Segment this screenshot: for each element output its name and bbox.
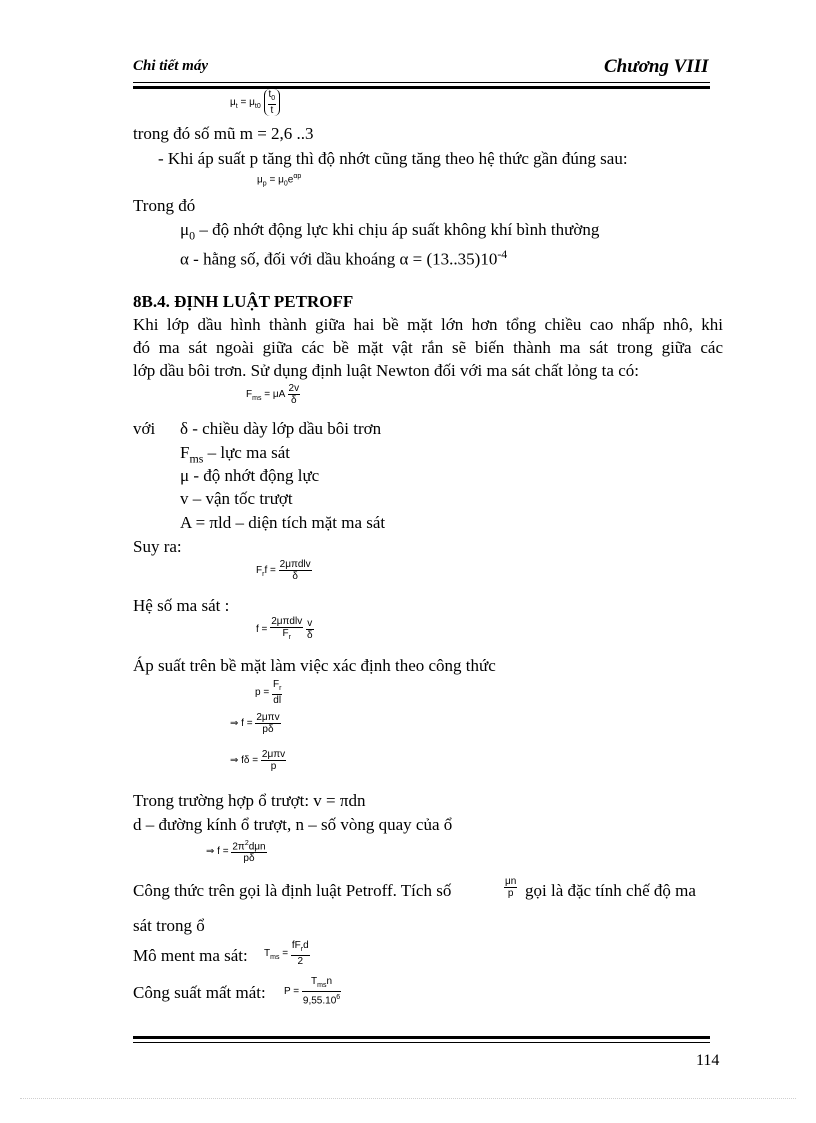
text-cong-thuc-b: gọi là đặc tính chế độ ma	[525, 881, 696, 900]
text-fms-definition: $F_{ms}$ – lực ma sát	[180, 443, 290, 466]
formula-f-delta: ⇒ fδ = $\frac{\text{2μπv}}{p}$	[230, 749, 286, 772]
text-sat-trong: sát trong ổ	[133, 916, 205, 935]
text-ap-suat: Áp suất trên bề mặt làm việc xác định theo công thức	[133, 656, 496, 675]
page-edge-dotted-line	[20, 1098, 796, 1099]
formula-friction-coefficient: f = $\frac{\text{2μπdlv}}{F_r}$ $\frac{v}{\delta}$	[256, 616, 313, 641]
formula-friction-force: $F_{ms} = \mu A$ $\frac{2v}{\delta}$	[246, 383, 300, 406]
paragraph-line-2: đó ma sát ngoài giữa các bề mặt vật rắn sẽ biến thành ma sát trong giữa các	[133, 338, 723, 357]
text-truong-hop: Trong trường hợp ổ trượt: v = πdn	[133, 791, 366, 810]
page-number: 114	[696, 1052, 720, 1069]
text-delta-definition: δ - chiều dày lớp dầu bôi trơn	[180, 419, 382, 438]
text-suy-ra: Suy ra:	[133, 537, 182, 556]
text-alpha-definition: α - hằng số, đối với dầu khoáng $\alpha = (13..35)10^{-4}$	[180, 247, 508, 269]
text-area-definition: A = πld – diện tích mặt ma sát	[180, 513, 386, 532]
text-trong-do: Trong đó	[133, 196, 196, 215]
footer-rule-thin	[133, 1042, 710, 1043]
formula-f-derived: ⇒ f = $\frac{\text{2μπv}}{p\delta}$	[230, 712, 280, 735]
header-book-title: Chi tiết máy	[133, 58, 208, 74]
paragraph-line-1: Khi lớp dầu hình thành giữa hai bề mặt lớn hơn tổng chiều cao nhấp nhô, khi	[133, 315, 723, 334]
formula-pressure: p = $\frac{F_r}{dl}$	[255, 679, 282, 706]
formula-power-loss: P = $\frac{T_{ms}n}{9,55.10^6}$	[284, 976, 341, 1007]
formula-viscosity-temperature: $\mu_t = \mu_{t0}$ $\frac{t_0}{t}$	[230, 89, 280, 116]
header-rule-thin	[133, 82, 710, 83]
paragraph-line-3: lớp dầu bôi trơn. Sử dụng định luật Newton đối với ma sát chất lỏng ta có:	[133, 361, 639, 380]
text-mu-definition: μ - độ nhớt động lực	[180, 466, 320, 485]
text-v-definition: v – vận tốc trượt	[180, 489, 293, 508]
formula-mu-n-over-p: $\frac{\mu n}{p}$	[505, 876, 517, 899]
section-heading: 8B.4. ĐỊNH LUẬT PETROFF	[133, 292, 354, 311]
text-cong-suat: Công suất mất mát:	[133, 983, 266, 1002]
text-voi: với	[133, 419, 156, 438]
text-moment: Mô ment ma sát:	[133, 946, 248, 965]
formula-viscosity-pressure: $\mu_p = \mu_0e^{\alpha p}$	[257, 173, 302, 188]
text-pressure-viscosity: - Khi áp suất p tăng thì độ nhớt cũng tăng theo hệ thức gần đúng sau:	[158, 149, 628, 168]
footer-rule-thick	[133, 1036, 710, 1039]
text-exponent-range: trong đó số mũ m = 2,6 ..3	[133, 124, 314, 143]
formula-petroff: ⇒ f = $\frac{2\pi^2d\mu n}{p\delta}$	[206, 840, 266, 865]
text-he-so: Hệ số ma sát :	[133, 596, 230, 615]
header-rule-thick	[133, 86, 710, 89]
text-d-definition: d – đường kính ổ trượt, n – số vòng quay của ổ	[133, 815, 453, 834]
formula-friction-moment: $T_{ms}$ = $\frac{fF_rd}{2}$	[264, 940, 309, 967]
header-chapter: Chương VIII	[604, 56, 709, 77]
text-mu0-definition: $\mu_0$ – độ nhớt động lực khi chịu áp suất không khí bình thường	[180, 220, 600, 243]
text-cong-thuc-a: Công thức trên gọi là định luật Petroff. Tích số	[133, 881, 452, 900]
formula-fr-f: $F_rf$ = $\frac{\text{2μπdlv}}{\delta}$	[256, 559, 311, 582]
